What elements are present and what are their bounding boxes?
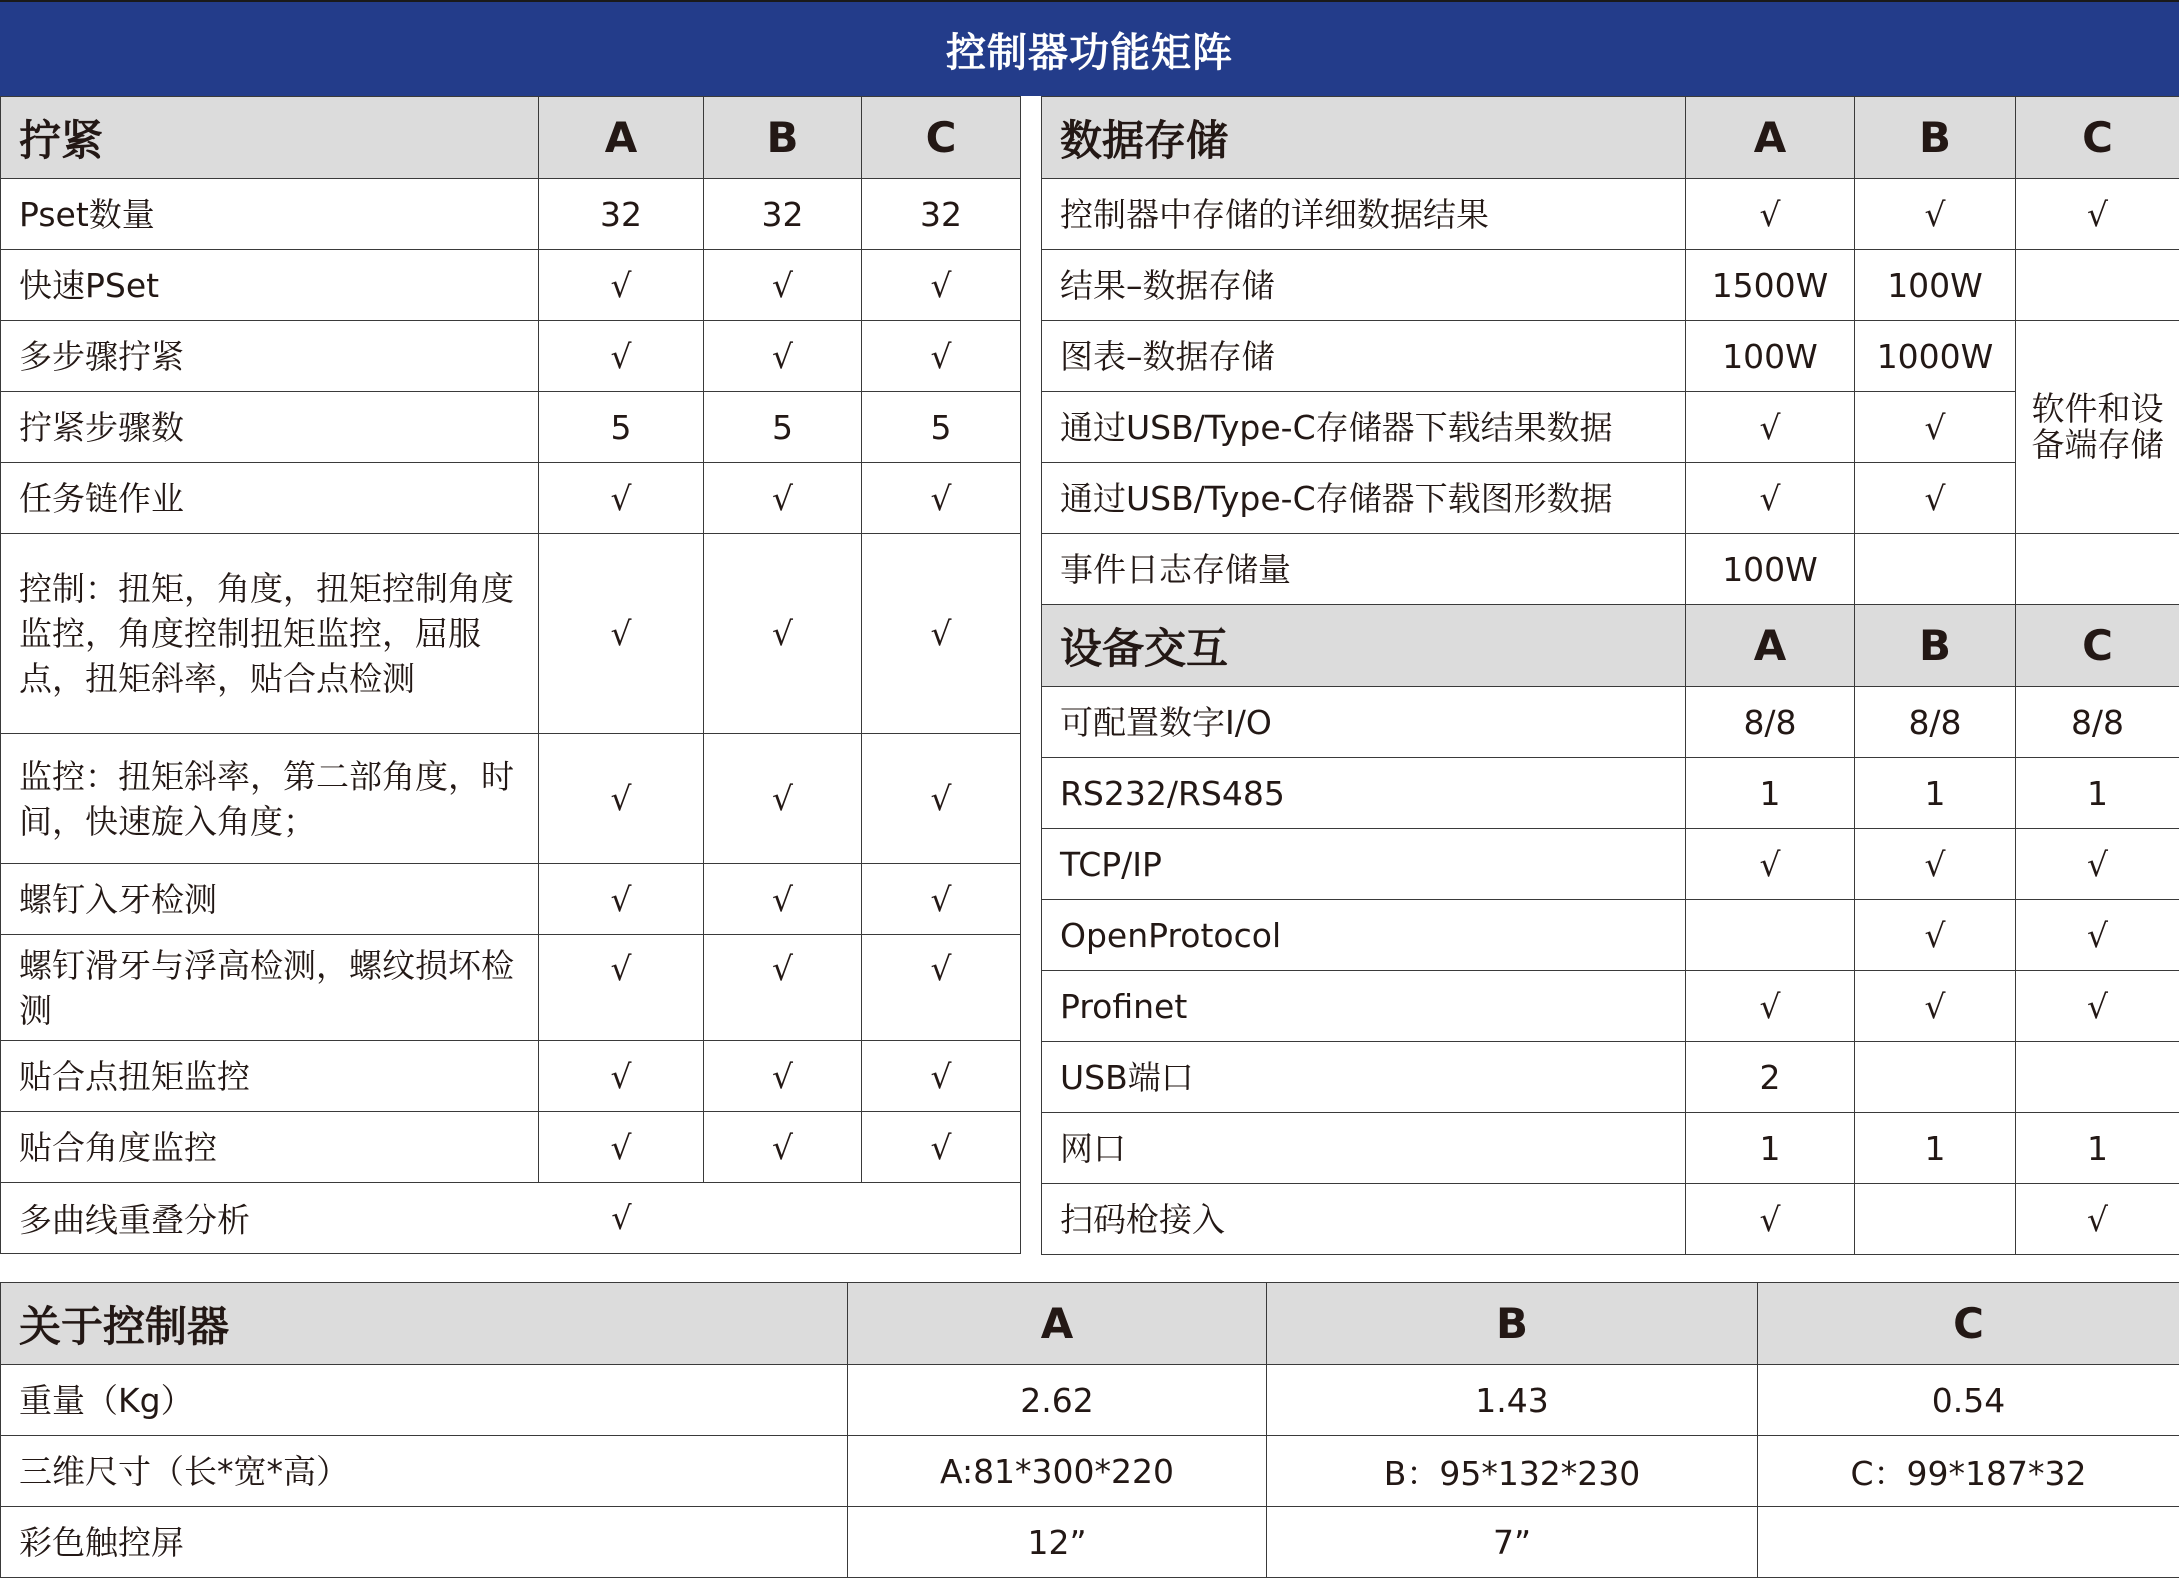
cell-c <box>2016 1042 2179 1113</box>
row-label: Pset数量 <box>1 179 539 250</box>
section-header-storage: 数据存储 <box>1042 97 1686 179</box>
cell-a: 2 <box>1686 1042 1855 1113</box>
row-label: OpenProtocol <box>1042 900 1686 971</box>
cell-b: √ <box>704 463 862 534</box>
cell-b: √ <box>1855 971 2016 1042</box>
row-label: 可配置数字I/O <box>1042 687 1686 758</box>
column-header-c: C <box>2016 97 2179 179</box>
cell-c: √ <box>862 1112 1021 1183</box>
cell-c: 0.54 <box>1758 1365 2179 1436</box>
section-header-interaction: 设备交互 <box>1042 605 1686 687</box>
cell-b: √ <box>1855 829 2016 900</box>
table-row <box>1 734 1021 864</box>
row-label: 结果–数据存储 <box>1042 250 1686 321</box>
table-row <box>1 179 1021 250</box>
cell-a: √ <box>539 734 704 864</box>
table-row <box>1042 687 2179 758</box>
row-label: 通过USB/Type-C存储器下载图形数据 <box>1042 463 1686 534</box>
column-header-b: B <box>1267 1283 1758 1365</box>
cell-a: √ <box>1686 392 1855 463</box>
table-row <box>1 321 1021 392</box>
row-label: 多步骤拧紧 <box>1 321 539 392</box>
cell-c: √ <box>862 864 1021 935</box>
cell-c: √ <box>2016 900 2179 971</box>
cell-a: √ <box>539 463 704 534</box>
section-header-about: 关于控制器 <box>1 1283 848 1365</box>
cell-a: √ <box>539 935 704 1041</box>
row-label: 贴合角度监控 <box>1 1112 539 1183</box>
cell-c: √ <box>862 321 1021 392</box>
cell-a: A:81*300*220 <box>848 1436 1267 1507</box>
cell-c: 8/8 <box>2016 687 2179 758</box>
cell-c: √ <box>862 463 1021 534</box>
cell-c: √ <box>862 734 1021 864</box>
cell-b: 1 <box>1855 758 2016 829</box>
row-label: 多曲线重叠分析 <box>19 1195 250 1242</box>
cell-c <box>2016 250 2179 321</box>
cell-a: 1 <box>1686 1113 1855 1184</box>
row-label: 贴合点扭矩监控 <box>1 1041 539 1112</box>
cell-a: √ <box>1686 829 1855 900</box>
cell-b: √ <box>704 534 862 734</box>
cell-b: √ <box>1855 463 2016 534</box>
cell-a: 1 <box>1686 758 1855 829</box>
cell-b: √ <box>1855 392 2016 463</box>
table-row <box>1 534 1021 734</box>
cell-b <box>1855 1184 2016 1255</box>
row-label: 监控：扭矩斜率，第二部角度，时间，快速旋入角度； <box>1 734 539 864</box>
cell-b: 5 <box>704 392 862 463</box>
row-label: 任务链作业 <box>1 463 539 534</box>
column-header-b: B <box>1855 605 2016 687</box>
title-bar <box>0 0 2179 96</box>
column-header-c: C <box>1758 1283 2179 1365</box>
cell-a: √ <box>539 1112 704 1183</box>
table-row <box>1042 1113 2179 1184</box>
cell-a: √ <box>539 250 704 321</box>
table-row <box>1 1507 2179 1578</box>
cell-b: 1.43 <box>1267 1365 1758 1436</box>
cell-c <box>2016 534 2179 605</box>
table-row <box>1 1183 1021 1254</box>
row-label: 螺钉入牙检测 <box>1 864 539 935</box>
row-label: 螺钉滑牙与浮高检测，螺纹损坏检测 <box>1 935 539 1041</box>
table-row <box>1 1365 2179 1436</box>
cell-c: √ <box>2016 1184 2179 1255</box>
cell-a: √ <box>539 1041 704 1112</box>
tightening-table <box>0 96 1021 1254</box>
cell-a: √ <box>539 864 704 935</box>
cell-a: 5 <box>539 392 704 463</box>
storage-table <box>1041 96 2179 1255</box>
table-row <box>1042 829 2179 900</box>
cell-a: √ <box>539 1199 704 1237</box>
cell-b: √ <box>704 1112 862 1183</box>
cell-c: C：99*187*32 <box>1758 1436 2179 1507</box>
cell-a <box>1686 900 1855 971</box>
table-gap <box>1020 96 1041 1256</box>
cell-c: √ <box>2016 971 2179 1042</box>
cell-a: √ <box>1686 463 1855 534</box>
cell-a: 32 <box>539 179 704 250</box>
table-row <box>1 250 1021 321</box>
cell-c: √ <box>2016 829 2179 900</box>
cell-b: √ <box>704 734 862 864</box>
row-label: 图表–数据存储 <box>1042 321 1686 392</box>
cell-a: 1500W <box>1686 250 1855 321</box>
table-row <box>1042 900 2179 971</box>
about-header-row <box>1 1283 2179 1365</box>
table-row <box>1 864 1021 935</box>
row-label: 重量（Kg） <box>1 1365 848 1436</box>
merged-row <box>1 1183 1021 1254</box>
cell-c <box>1758 1507 2179 1578</box>
interaction-header-row <box>1042 605 2179 687</box>
cell-c: 1 <box>2016 1113 2179 1184</box>
row-label: 事件日志存储量 <box>1042 534 1686 605</box>
cell-a: √ <box>1686 971 1855 1042</box>
table-row <box>1042 971 2179 1042</box>
cell-b: 32 <box>704 179 862 250</box>
cell-b: √ <box>704 1041 862 1112</box>
cell-b: 8/8 <box>1855 687 2016 758</box>
cell-b: √ <box>1855 900 2016 971</box>
table-row <box>1042 463 2179 534</box>
row-label: 快速PSet <box>1 250 539 321</box>
table-row <box>1042 179 2179 250</box>
cell-b: √ <box>1855 179 2016 250</box>
table-row <box>1042 392 2179 463</box>
cell-a: 2.62 <box>848 1365 1267 1436</box>
row-label: 网口 <box>1042 1113 1686 1184</box>
table-row <box>1 1041 1021 1112</box>
table-row <box>1 1112 1021 1183</box>
table-row <box>1 392 1021 463</box>
table-row <box>1042 321 2179 392</box>
cell-c: √ <box>862 1041 1021 1112</box>
section-header-tightening: 拧紧 <box>1 97 539 179</box>
table-row <box>1 463 1021 534</box>
cell-b: B：95*132*230 <box>1267 1436 1758 1507</box>
cell-c: √ <box>862 935 1021 1041</box>
row-label: 拧紧步骤数 <box>1 392 539 463</box>
cell-a: 100W <box>1686 534 1855 605</box>
row-label: 三维尺寸（长*宽*高） <box>1 1436 848 1507</box>
column-header-b: B <box>704 97 862 179</box>
cell-b <box>1855 534 2016 605</box>
cell-c: 1 <box>2016 758 2179 829</box>
cell-b: √ <box>704 250 862 321</box>
about-table <box>0 1282 2179 1578</box>
table-row <box>1042 1042 2179 1113</box>
cell-c: √ <box>862 250 1021 321</box>
cell-b: √ <box>704 864 862 935</box>
storage-header-row <box>1042 97 2179 179</box>
cell-a: 100W <box>1686 321 1855 392</box>
cell-c: 5 <box>862 392 1021 463</box>
row-label: RS232/RS485 <box>1042 758 1686 829</box>
table-row <box>1042 758 2179 829</box>
row-label: 扫码枪接入 <box>1042 1184 1686 1255</box>
table-row <box>1042 250 2179 321</box>
row-label: USB端口 <box>1042 1042 1686 1113</box>
cell-a: 8/8 <box>1686 687 1855 758</box>
row-label: TCP/IP <box>1042 829 1686 900</box>
column-header-a: A <box>1686 97 1855 179</box>
cell-a: 12” <box>848 1507 1267 1578</box>
row-label: 彩色触控屏 <box>1 1507 848 1578</box>
column-header-b: B <box>1855 97 2016 179</box>
cell-c: √ <box>862 534 1021 734</box>
cell-b: 100W <box>1855 250 2016 321</box>
cell-c: √ <box>2016 179 2179 250</box>
column-header-c: C <box>2016 605 2179 687</box>
cell-a: √ <box>539 534 704 734</box>
table-row <box>1042 1184 2179 1255</box>
tightening-header-row <box>1 97 1021 179</box>
column-header-c: C <box>862 97 1021 179</box>
row-label: 控制：扭矩，角度，扭矩控制角度监控，角度控制扭矩监控，屈服点，扭矩斜率，贴合点检测 <box>1 534 539 734</box>
cell-a: √ <box>539 321 704 392</box>
table-row <box>1042 534 2179 605</box>
table-row <box>1 1436 2179 1507</box>
column-header-a: A <box>848 1283 1267 1365</box>
cell-b: 1000W <box>1855 321 2016 392</box>
cell-a: √ <box>1686 179 1855 250</box>
cell-b: 7” <box>1267 1507 1758 1578</box>
column-header-a: A <box>539 97 704 179</box>
merged-note-cell: 软件和设备端存储 <box>2016 321 2179 534</box>
cell-b: √ <box>704 321 862 392</box>
table-row <box>1 935 1021 1041</box>
cell-b: 1 <box>1855 1113 2016 1184</box>
column-header-a: A <box>1686 605 1855 687</box>
row-label: 通过USB/Type-C存储器下载结果数据 <box>1042 392 1686 463</box>
row-label: Profinet <box>1042 971 1686 1042</box>
row-label: 控制器中存储的详细数据结果 <box>1042 179 1686 250</box>
cell-c: 32 <box>862 179 1021 250</box>
cell-b <box>1855 1042 2016 1113</box>
cell-a: √ <box>1686 1184 1855 1255</box>
page-title: 控制器功能矩阵 <box>946 21 1233 78</box>
cell-b: √ <box>704 935 862 1041</box>
